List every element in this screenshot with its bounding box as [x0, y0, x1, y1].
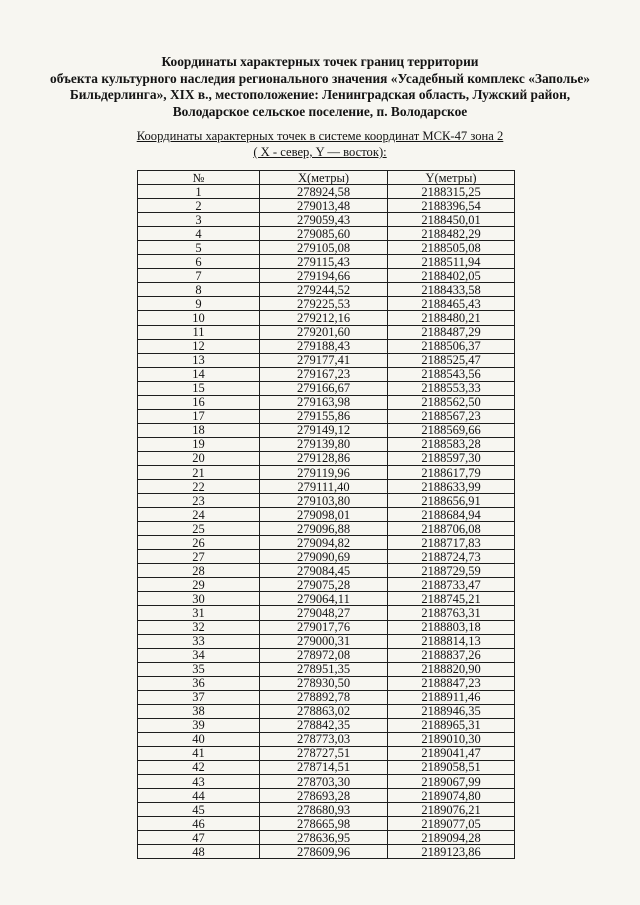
y-coordinate-cell: 2189067,99	[388, 775, 515, 789]
point-number-cell: 24	[138, 508, 260, 522]
x-coordinate-cell: 279084,45	[260, 564, 388, 578]
point-number-cell: 36	[138, 676, 260, 690]
x-coordinate-cell: 278972,08	[260, 648, 388, 662]
x-coordinate-cell: 279111,40	[260, 480, 388, 494]
point-number-cell: 23	[138, 494, 260, 508]
x-coordinate-cell: 278680,93	[260, 803, 388, 817]
table-row	[138, 283, 515, 297]
x-coordinate-cell: 278703,30	[260, 775, 388, 789]
y-coordinate-cell: 2188402,05	[388, 269, 515, 283]
x-coordinate-cell: 279149,12	[260, 423, 388, 437]
x-coordinate-cell: 279017,76	[260, 620, 388, 634]
table-row	[138, 241, 515, 255]
y-coordinate-cell: 2188562,50	[388, 395, 515, 409]
y-coordinate-cell: 2188465,43	[388, 297, 515, 311]
table-row	[138, 536, 515, 550]
point-number-cell: 12	[138, 339, 260, 353]
title-line-4: Володарское сельское поселение, п. Володарское	[172, 103, 468, 119]
table-row	[138, 325, 515, 339]
table-row	[138, 409, 515, 423]
table-row	[138, 732, 515, 746]
x-coordinate-cell: 278924,58	[260, 185, 388, 199]
table-row	[138, 269, 515, 283]
column-header-y: Y(метры)	[388, 171, 515, 185]
point-number-cell: 37	[138, 690, 260, 704]
y-coordinate-cell: 2188525,47	[388, 353, 515, 367]
point-number-cell: 18	[138, 423, 260, 437]
y-coordinate-cell: 2188803,18	[388, 620, 515, 634]
point-number-cell: 14	[138, 367, 260, 381]
y-coordinate-cell: 2188847,23	[388, 676, 515, 690]
table-row	[138, 465, 515, 479]
point-number-cell: 48	[138, 845, 260, 859]
table-row	[138, 185, 515, 199]
y-coordinate-cell: 2189094,28	[388, 831, 515, 845]
table-row	[138, 480, 515, 494]
y-coordinate-cell: 2188729,59	[388, 564, 515, 578]
y-coordinate-cell: 2189076,21	[388, 803, 515, 817]
y-coordinate-cell: 2188617,79	[388, 465, 515, 479]
table-row	[138, 760, 515, 774]
table-row	[138, 199, 515, 213]
table-row	[138, 255, 515, 269]
column-header-number: №	[138, 171, 260, 185]
table-row	[138, 620, 515, 634]
point-number-cell: 9	[138, 297, 260, 311]
point-number-cell: 41	[138, 746, 260, 760]
point-number-cell: 26	[138, 536, 260, 550]
table-header-row	[138, 171, 515, 185]
x-coordinate-cell: 279000,31	[260, 634, 388, 648]
x-coordinate-cell: 278636,95	[260, 831, 388, 845]
y-coordinate-cell: 2188911,46	[388, 690, 515, 704]
table-row	[138, 578, 515, 592]
point-number-cell: 39	[138, 718, 260, 732]
table-row	[138, 606, 515, 620]
point-number-cell: 22	[138, 480, 260, 494]
point-number-cell: 10	[138, 311, 260, 325]
y-coordinate-cell: 2188820,90	[388, 662, 515, 676]
y-coordinate-cell: 2188553,33	[388, 381, 515, 395]
coordinates-table	[137, 170, 515, 859]
table-row	[138, 423, 515, 437]
x-coordinate-cell: 279139,80	[260, 437, 388, 451]
y-coordinate-cell: 2188684,94	[388, 508, 515, 522]
table-row	[138, 718, 515, 732]
x-coordinate-cell: 279119,96	[260, 465, 388, 479]
table-row	[138, 704, 515, 718]
y-coordinate-cell: 2188745,21	[388, 592, 515, 606]
x-coordinate-cell: 278930,50	[260, 676, 388, 690]
point-number-cell: 20	[138, 451, 260, 465]
point-number-cell: 25	[138, 522, 260, 536]
x-coordinate-cell: 279059,43	[260, 213, 388, 227]
point-number-cell: 44	[138, 789, 260, 803]
title-line-2: объекта культурного наследия регионального значения «Усадебный комплекс «Заполье»	[50, 70, 590, 86]
point-number-cell: 47	[138, 831, 260, 845]
y-coordinate-cell: 2188569,66	[388, 423, 515, 437]
x-coordinate-cell: 278714,51	[260, 760, 388, 774]
point-number-cell: 38	[138, 704, 260, 718]
y-coordinate-cell: 2188837,26	[388, 648, 515, 662]
y-coordinate-cell: 2189074,80	[388, 789, 515, 803]
point-number-cell: 21	[138, 465, 260, 479]
x-coordinate-cell: 278951,35	[260, 662, 388, 676]
x-coordinate-cell: 279128,86	[260, 451, 388, 465]
table-row	[138, 381, 515, 395]
y-coordinate-cell: 2188633,99	[388, 480, 515, 494]
table-row	[138, 803, 515, 817]
point-number-cell: 46	[138, 817, 260, 831]
y-coordinate-cell: 2188505,08	[388, 241, 515, 255]
x-coordinate-cell: 279212,16	[260, 311, 388, 325]
table-row	[138, 690, 515, 704]
y-coordinate-cell: 2188567,23	[388, 409, 515, 423]
x-coordinate-cell: 279105,08	[260, 241, 388, 255]
point-number-cell: 13	[138, 353, 260, 367]
point-number-cell: 40	[138, 732, 260, 746]
table-row	[138, 227, 515, 241]
x-coordinate-cell: 279115,43	[260, 255, 388, 269]
y-coordinate-cell: 2188511,94	[388, 255, 515, 269]
table-row	[138, 311, 515, 325]
x-coordinate-cell: 279098,01	[260, 508, 388, 522]
y-coordinate-cell: 2188733,47	[388, 578, 515, 592]
title-line-1: Координаты характерных точек границ территории	[161, 54, 479, 69]
y-coordinate-cell: 2188583,28	[388, 437, 515, 451]
x-coordinate-cell: 278863,02	[260, 704, 388, 718]
y-coordinate-cell: 2188506,37	[388, 339, 515, 353]
point-number-cell: 27	[138, 550, 260, 564]
caption-line-2: ( X - север, Y — восток):	[253, 145, 387, 159]
x-coordinate-cell: 278609,96	[260, 845, 388, 859]
table-row	[138, 451, 515, 465]
table-row	[138, 353, 515, 367]
y-coordinate-cell: 2188487,29	[388, 325, 515, 339]
x-coordinate-cell: 278727,51	[260, 746, 388, 760]
x-coordinate-cell: 279166,67	[260, 381, 388, 395]
x-coordinate-cell: 279167,23	[260, 367, 388, 381]
y-coordinate-cell: 2188965,31	[388, 718, 515, 732]
x-coordinate-cell: 279103,80	[260, 494, 388, 508]
y-coordinate-cell: 2188717,83	[388, 536, 515, 550]
x-coordinate-cell: 279163,98	[260, 395, 388, 409]
y-coordinate-cell: 2188450,01	[388, 213, 515, 227]
x-coordinate-cell: 279090,69	[260, 550, 388, 564]
coordinates-table-body	[138, 185, 515, 859]
x-coordinate-cell: 278773,03	[260, 732, 388, 746]
y-coordinate-cell: 2189041,47	[388, 746, 515, 760]
point-number-cell: 1	[138, 185, 260, 199]
table-row	[138, 662, 515, 676]
point-number-cell: 29	[138, 578, 260, 592]
table-row	[138, 437, 515, 451]
table-row	[138, 550, 515, 564]
point-number-cell: 17	[138, 409, 260, 423]
x-coordinate-cell: 279188,43	[260, 339, 388, 353]
table-row	[138, 494, 515, 508]
point-number-cell: 2	[138, 199, 260, 213]
point-number-cell: 34	[138, 648, 260, 662]
x-coordinate-cell: 279094,82	[260, 536, 388, 550]
document-title	[20, 54, 620, 120]
point-number-cell: 32	[138, 620, 260, 634]
table-row	[138, 522, 515, 536]
table-row	[138, 634, 515, 648]
point-number-cell: 33	[138, 634, 260, 648]
x-coordinate-cell: 279096,88	[260, 522, 388, 536]
table-row	[138, 817, 515, 831]
y-coordinate-cell: 2188814,13	[388, 634, 515, 648]
point-number-cell: 16	[138, 395, 260, 409]
y-coordinate-cell: 2188482,29	[388, 227, 515, 241]
caption-line-1: Координаты характерных точек в системе координат МСК-47 зона 2	[136, 129, 504, 143]
table-row	[138, 746, 515, 760]
x-coordinate-cell: 279244,52	[260, 283, 388, 297]
title-line-3: Бильдерлинга», XIX в., местоположение: Ленинградская область, Лужский район,	[69, 87, 571, 102]
y-coordinate-cell: 2188543,56	[388, 367, 515, 381]
table-row	[138, 676, 515, 690]
y-coordinate-cell: 2188706,08	[388, 522, 515, 536]
point-number-cell: 11	[138, 325, 260, 339]
table-row	[138, 395, 515, 409]
y-coordinate-cell: 2188656,91	[388, 494, 515, 508]
point-number-cell: 7	[138, 269, 260, 283]
x-coordinate-cell: 279225,53	[260, 297, 388, 311]
point-number-cell: 31	[138, 606, 260, 620]
point-number-cell: 30	[138, 592, 260, 606]
point-number-cell: 8	[138, 283, 260, 297]
point-number-cell: 3	[138, 213, 260, 227]
x-coordinate-cell: 279194,66	[260, 269, 388, 283]
x-coordinate-cell: 278842,35	[260, 718, 388, 732]
table-row	[138, 508, 515, 522]
x-coordinate-cell: 279075,28	[260, 578, 388, 592]
point-number-cell: 4	[138, 227, 260, 241]
y-coordinate-cell: 2189010,30	[388, 732, 515, 746]
table-row	[138, 592, 515, 606]
x-coordinate-cell: 279048,27	[260, 606, 388, 620]
y-coordinate-cell: 2188597,30	[388, 451, 515, 465]
table-row	[138, 775, 515, 789]
table-row	[138, 367, 515, 381]
x-coordinate-cell: 279085,60	[260, 227, 388, 241]
point-number-cell: 5	[138, 241, 260, 255]
table-row	[138, 789, 515, 803]
y-coordinate-cell: 2188724,73	[388, 550, 515, 564]
table-row	[138, 339, 515, 353]
y-coordinate-cell: 2189058,51	[388, 760, 515, 774]
y-coordinate-cell: 2189077,05	[388, 817, 515, 831]
x-coordinate-cell: 279064,11	[260, 592, 388, 606]
point-number-cell: 19	[138, 437, 260, 451]
y-coordinate-cell: 2188433,58	[388, 283, 515, 297]
column-header-x: Х(метры)	[260, 171, 388, 185]
x-coordinate-cell: 279201,60	[260, 325, 388, 339]
point-number-cell: 42	[138, 760, 260, 774]
table-row	[138, 831, 515, 845]
x-coordinate-cell: 278665,98	[260, 817, 388, 831]
x-coordinate-cell: 279013,48	[260, 199, 388, 213]
table-row	[138, 297, 515, 311]
point-number-cell: 45	[138, 803, 260, 817]
x-coordinate-cell: 278892,78	[260, 690, 388, 704]
table-row	[138, 564, 515, 578]
point-number-cell: 35	[138, 662, 260, 676]
table-row	[138, 845, 515, 859]
point-number-cell: 28	[138, 564, 260, 578]
point-number-cell: 43	[138, 775, 260, 789]
y-coordinate-cell: 2189123,86	[388, 845, 515, 859]
table-row	[138, 213, 515, 227]
table-row	[138, 648, 515, 662]
point-number-cell: 15	[138, 381, 260, 395]
y-coordinate-cell: 2188763,31	[388, 606, 515, 620]
point-number-cell: 6	[138, 255, 260, 269]
y-coordinate-cell: 2188946,35	[388, 704, 515, 718]
x-coordinate-cell: 279155,86	[260, 409, 388, 423]
x-coordinate-cell: 278693,28	[260, 789, 388, 803]
coordinate-system-caption	[20, 128, 620, 160]
x-coordinate-cell: 279177,41	[260, 353, 388, 367]
y-coordinate-cell: 2188396,54	[388, 199, 515, 213]
y-coordinate-cell: 2188315,25	[388, 185, 515, 199]
y-coordinate-cell: 2188480,21	[388, 311, 515, 325]
